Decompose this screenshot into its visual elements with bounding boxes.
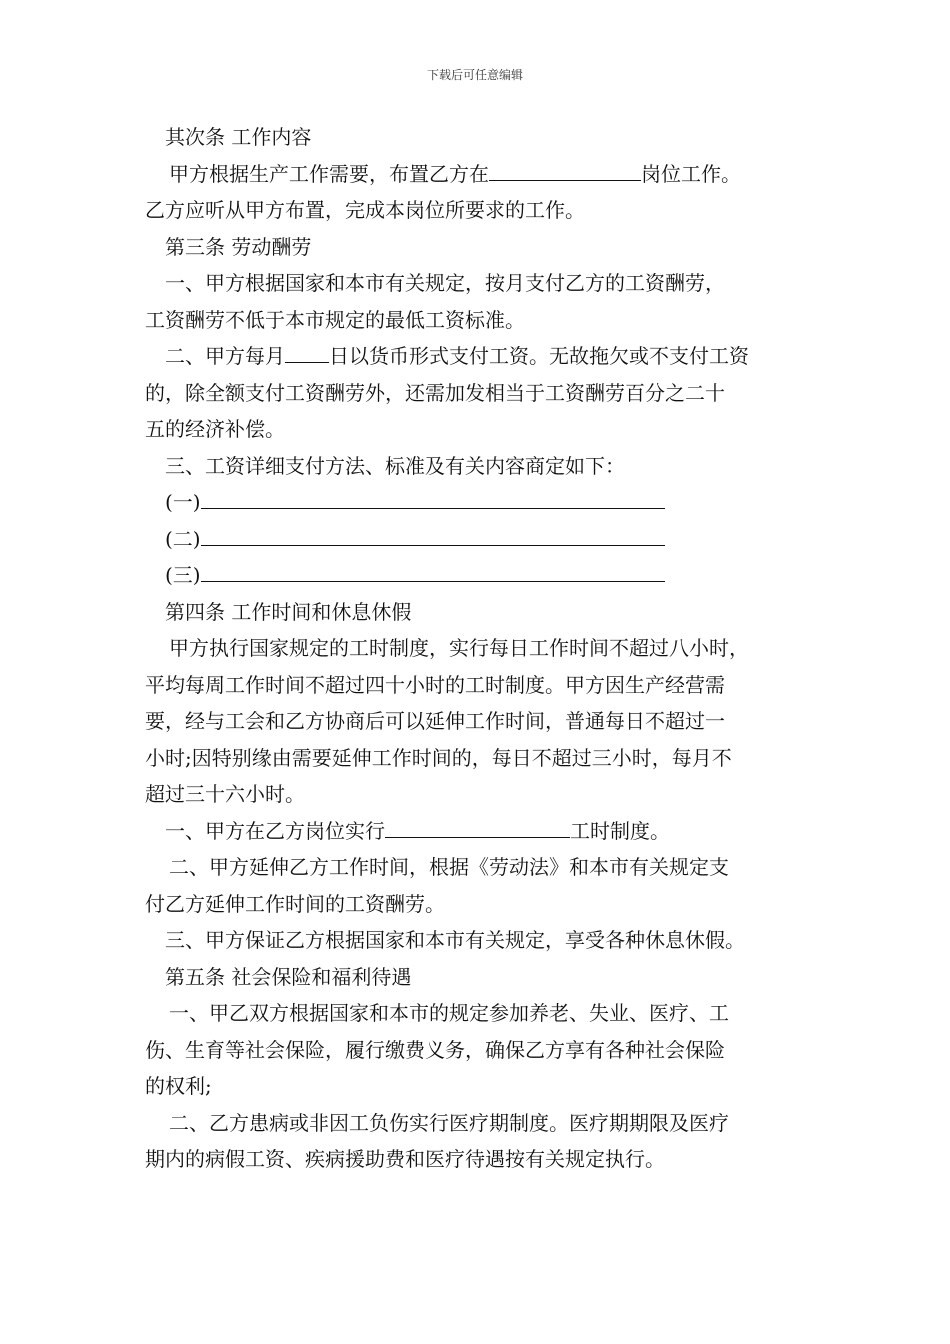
item-label: (二)	[165, 526, 201, 551]
article-4-line-6	[145, 813, 825, 850]
fill-blank-hours-system[interactable]	[385, 815, 570, 838]
text: 工时制度。	[570, 818, 670, 843]
document-body	[145, 119, 825, 1178]
item-label: (一)	[165, 490, 201, 514]
text: 甲方根据生产工作需要，布置乙方在	[169, 161, 489, 186]
article-4-line-1: 甲方执行国家规定的工时制度，实行每日工作时间不超过八小时，	[169, 636, 749, 660]
item-label: (三)	[165, 563, 201, 587]
text: 一、甲方在乙方岗位实行	[165, 818, 385, 843]
article-5-line-3: 的权利;	[145, 1074, 212, 1098]
article-5-line-2: 伤、生育等社会保险，履行缴费义务，确保乙方享有各种社会保险	[145, 1037, 725, 1062]
fill-blank-item-1[interactable]	[201, 486, 665, 509]
article-4-line-7: 二、甲方延伸乙方工作时间，根据《劳动法》和本市有关规定支	[169, 855, 729, 879]
article-4-title: 第四条 工作时间和休息休假	[165, 599, 412, 624]
page-header: 下载后可任意编辑	[426, 68, 523, 82]
article-4-line-8: 付乙方延伸工作时间的工资酬劳。	[145, 891, 445, 916]
article-5-line-4: 二、乙方患病或非因工负伤实行医疗期制度。医疗期期限及医疗	[169, 1110, 729, 1135]
article-3-line-2: 工资酬劳不低于本市规定的最低工资标准。	[145, 307, 525, 332]
article-4-line-9: 三、甲方保证乙方根据国家和本市有关规定，享受各种休息休假。	[165, 928, 745, 952]
fill-blank-pay-day[interactable]	[285, 340, 329, 363]
text: 二、甲方每月	[165, 344, 285, 368]
article-3-line-6: 三、工资详细支付方法、标准及有关内容商定如下：	[165, 453, 625, 478]
text: 日以货币形式支付工资。无故拖欠或不支付工资	[329, 344, 749, 368]
text: 岗位工作。	[641, 161, 741, 186]
article-3-title: 第三条 劳动酬劳	[165, 234, 312, 259]
article-5-line-5: 期内的病假工资、疾病援助费和医疗待遇按有关规定执行。	[145, 1147, 665, 1171]
fill-blank-item-3[interactable]	[201, 559, 665, 582]
article-3-line-1: 一、甲方根据国家和本市有关规定，按月支付乙方的工资酬劳，	[165, 271, 725, 295]
list-item	[145, 557, 825, 594]
article-4-line-4: 小时;因特别缘由需要延伸工作时间的，每日不超过三小时，每月不	[145, 745, 732, 770]
article-2-line-1	[145, 156, 825, 193]
list-item	[145, 521, 825, 558]
article-3-line-4: 的，除全额支付工资酬劳外，还需加发相当于工资酬劳百分之二十	[145, 380, 725, 405]
article-4-line-3: 要，经与工会和乙方协商后可以延伸工作时间，普通每日不超过一	[145, 709, 725, 733]
article-2-title: 其次条 工作内容	[165, 125, 312, 149]
fill-blank-post[interactable]	[489, 158, 641, 181]
fill-blank-item-2[interactable]	[201, 523, 665, 546]
article-5-line-1: 一、甲乙双方根据国家和本市的规定参加养老、失业、医疗、工	[169, 1001, 729, 1025]
article-4-line-2: 平均每周工作时间不超过四十小时的工时制度。甲方因生产经营需	[145, 672, 725, 697]
article-5-title: 第五条 社会保险和福利待遇	[165, 964, 412, 989]
article-4-line-5: 超过三十六小时。	[145, 782, 305, 806]
article-3-line-5: 五的经济补偿。	[145, 417, 285, 441]
article-3-line-3	[145, 338, 825, 375]
list-item	[145, 484, 825, 521]
article-2-line-2: 乙方应听从甲方布置，完成本岗位所要求的工作。	[145, 198, 585, 222]
